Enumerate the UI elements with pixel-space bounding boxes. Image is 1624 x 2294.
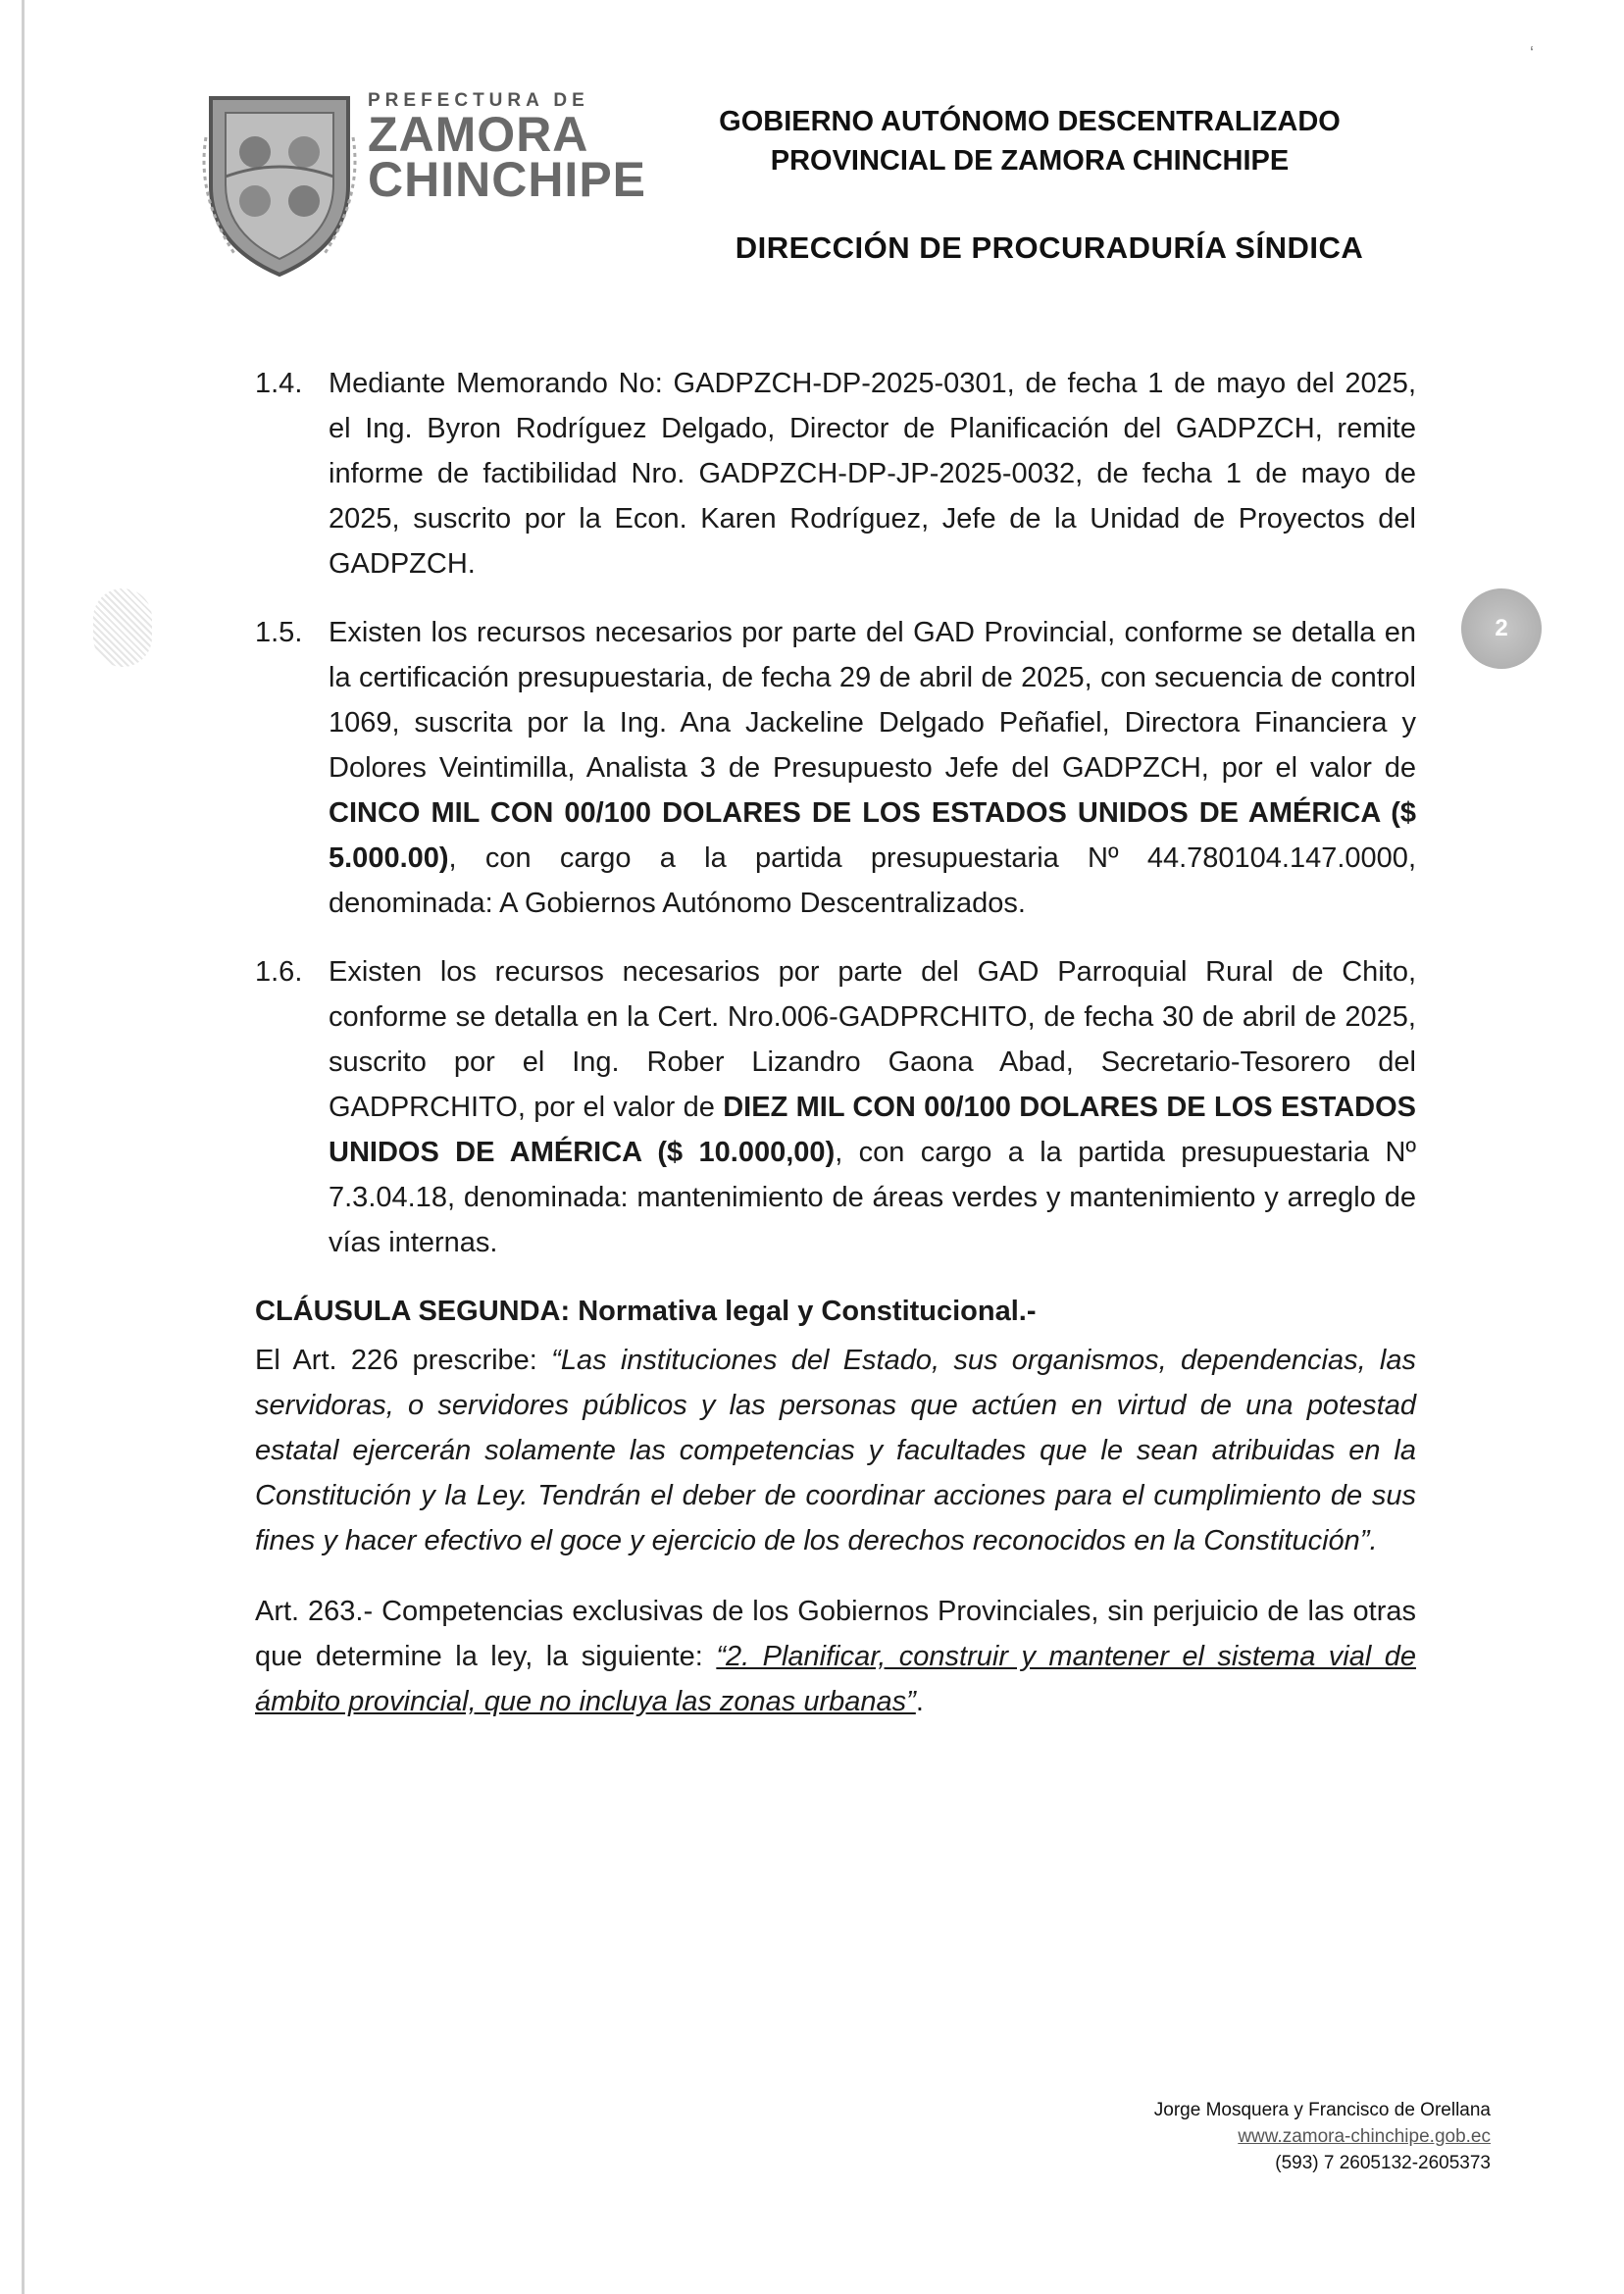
- institution-title-line2: PROVINCIAL DE ZAMORA CHINCHIPE: [770, 145, 1290, 177]
- department-title: DIRECCIÓN DE PROCURADURÍA SÍNDICA: [735, 230, 1364, 265]
- list-item: [255, 361, 1416, 586]
- item-text: Mediante Memorando No: GADPZCH-DP-2025-0301, de fecha 1 de mayo del 2025, el Ing. Byron Rodríguez Delgado, Director de Planificación del GADPZCH, remite informe de factibilidad Nro. GADPZCH-DP-JP-2025-0032, de fecha 1 de mayo de 2025, suscrito por la Econ. Karen Rodríguez, Jefe de la Unidad de Proyectos del GADPZCH.: [329, 368, 1416, 580]
- amount-bold: CINCO MIL CON 00/100 DOLARES DE LOS ESTADOS UNIDOS DE AMÉRICA ($ 5.000.00): [329, 797, 1416, 874]
- article-quote: “Las instituciones del Estado, sus organismos, dependencias, las servidoras, o servidores públicos y las personas que actúen en virtud de una potestad estatal ejercerán solamente las competencias y facultades que le sean atribuidas en la Constitución y la Ley. Tendrán el deber de coordinar acciones para el cumplimiento de sus fines y hacer efectivo el goce y ejercicio de los derechos reconocidos en la Constitución”.: [255, 1345, 1416, 1556]
- document-body: [255, 361, 1416, 1750]
- item-number: 1.5.: [255, 617, 303, 648]
- article-quote: “2. Planificar, construir y mantener el sistema vial de ámbito provincial, que no incluya las zonas urbanas”: [255, 1641, 1416, 1717]
- page-number-badge: 2: [1461, 588, 1542, 669]
- article-intro: El Art. 226 prescribe:: [255, 1345, 552, 1376]
- article-end: .: [915, 1686, 924, 1717]
- corner-mark: ‘: [1530, 43, 1534, 63]
- institution-title-line1: GOBIERNO AUTÓNOMO DESCENTRALIZADO: [719, 106, 1341, 137]
- item-number: 1.6.: [255, 956, 303, 988]
- logo-zamora-text: ZAMORA: [368, 107, 589, 162]
- logo-wordmark: [368, 90, 647, 207]
- item-text-part: Existen los recursos necesarios por parte del GAD Provincial, conforme se detalla en la certificación presupuestaria, de fecha 29 de abril de 2025, con secuencia de control 1069, suscrita por la Ing. Ana Jackeline Delgado Peñafiel, Directora Financiera y Dolores Veintimilla, Analista 3 de Presupuesto Jefe del GADPZCH, por el valor de: [329, 617, 1416, 784]
- footer-website-link[interactable]: www.zamora-chinchipe.gob.ec: [1238, 2126, 1491, 2147]
- clause-heading: CLÁUSULA SEGUNDA: Normativa legal y Constitucional.-: [255, 1296, 1037, 1327]
- side-stamp-mark: [93, 588, 152, 667]
- footer-address: Jorge Mosquera y Francisco de Orellana: [1153, 2100, 1491, 2120]
- article-226-paragraph: [255, 1338, 1416, 1563]
- amount-bold: DIEZ MIL CON 00/100 DOLARES DE LOS ESTADOS UNIDOS DE AMÉRICA ($ 10.000,00): [329, 1092, 1416, 1168]
- logo-chinchipe-text: CHINCHIPE: [368, 152, 647, 207]
- item-text-part: , con cargo a la partida presupuestaria Nº 7.3.04.18, denominada: mantenimiento de áreas verdes y mantenimiento y arreglo de vías internas.: [329, 1137, 1416, 1258]
- list-item: [255, 610, 1416, 926]
- institution-title: [637, 102, 1422, 180]
- item-text: [329, 949, 1416, 1265]
- document-header: [196, 78, 1471, 284]
- article-263-paragraph: [255, 1589, 1416, 1724]
- list-item: [255, 949, 1416, 1265]
- article-intro: Art. 263.- Competencias exclusivas de los Gobiernos Provinciales, sin perjuicio de las otras que determine la ley, la siguiente:: [255, 1596, 1416, 1672]
- item-text-part: , con cargo a la partida presupuestaria Nº 44.780104.147.0000, denominada: A Gobiernos Autónomo Descentralizados.: [329, 842, 1416, 919]
- left-margin-line: [22, 0, 25, 2294]
- item-text: [329, 610, 1416, 926]
- footer-phone: (593) 7 2605132-2605373: [1275, 2153, 1491, 2173]
- item-text-part: Existen los recursos necesarios por parte del GAD Parroquial Rural de Chito, conforme se detalla en la Cert. Nro.006-GADPRCHITO, de fecha 30 de abril de 2025, suscrito por el Ing. Rober Lizandro Gaona Abad, Secretario-Tesorero del GADPRCHITO, por el valor de: [329, 956, 1416, 1123]
- document-footer: [981, 2097, 1491, 2176]
- logo-prefectura-text: PREFECTURA DE: [368, 90, 589, 111]
- prefecture-shield-logo: [196, 78, 363, 280]
- item-number: 1.4.: [255, 368, 303, 399]
